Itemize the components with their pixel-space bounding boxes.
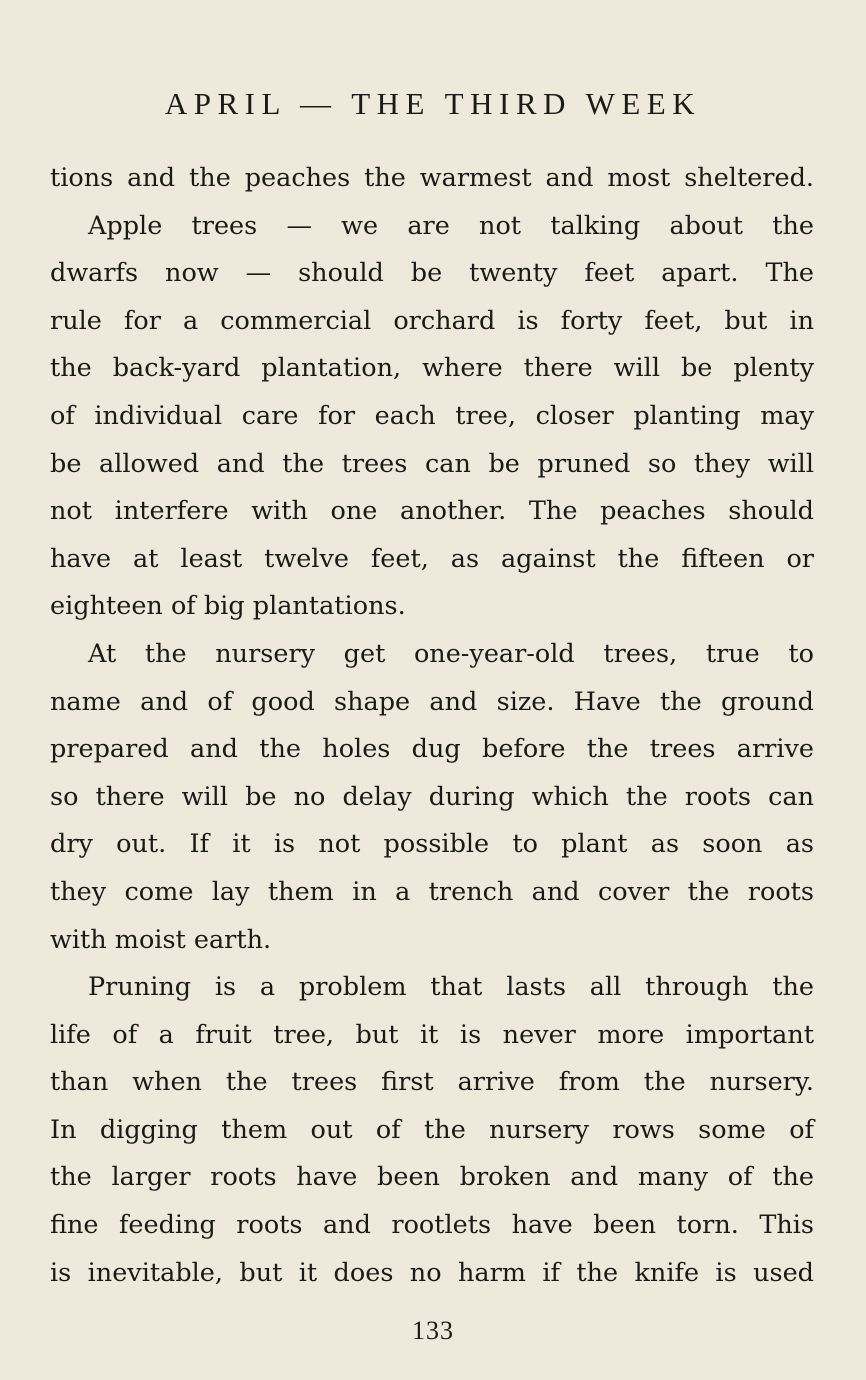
text-line: not interfere with one another. The peaches should — [50, 496, 814, 527]
text-line: dry out. If it is not possible to plant as soon as — [50, 829, 814, 860]
text-line: they come lay them in a trench and cover the roots — [50, 876, 814, 907]
text-line: rule for a commercial orchard is forty feet, but in — [50, 305, 814, 336]
paragraph-last-line: eighteen of big plantations. — [50, 591, 406, 622]
text-line: tions and the peaches the warmest and most sheltered. — [50, 163, 814, 193]
text-line: In digging them out of the nursery rows some of — [50, 1114, 814, 1145]
text-line: is inevitable, but it does no harm if the knife is used — [50, 1257, 814, 1288]
text-line: prepared and the holes dug before the trees arrive — [50, 734, 814, 765]
text-line: life of a fruit tree, but it is never more important — [50, 1019, 814, 1050]
paragraph-last-line: with moist earth. — [50, 924, 272, 955]
text-line: of individual care for each tree, closer planting may — [50, 400, 814, 431]
text-line: fine feeding roots and rootlets have been torn. This — [50, 1210, 814, 1241]
text-line: the larger roots have been broken and many of the — [50, 1162, 814, 1193]
text-line: than when the trees first arrive from the nursery. — [50, 1067, 814, 1098]
paragraph-first-line: Apple trees — we are not talking about the — [88, 210, 814, 241]
text-line: be allowed and the trees can be pruned so they will — [50, 448, 814, 479]
text-line: dwarfs now — should be twenty feet apart. The — [50, 258, 814, 289]
page-number: 133 — [412, 1316, 454, 1345]
paragraph-first-line: Pruning is a problem that lasts all through the — [88, 972, 814, 1003]
text-line: have at least twelve feet, as against the fifteen or — [50, 543, 814, 574]
paragraph-first-line: At the nursery get one-year-old trees, true to — [88, 638, 814, 669]
text-line: name and of good shape and size. Have the ground — [50, 686, 814, 717]
text-line: the back-yard plantation, where there will be plenty — [50, 353, 814, 384]
body-text — [50, 155, 814, 1297]
text-line: so there will be no delay during which the roots can — [50, 781, 814, 812]
running-head: APRIL — THE THIRD WEEK — [164, 86, 702, 121]
